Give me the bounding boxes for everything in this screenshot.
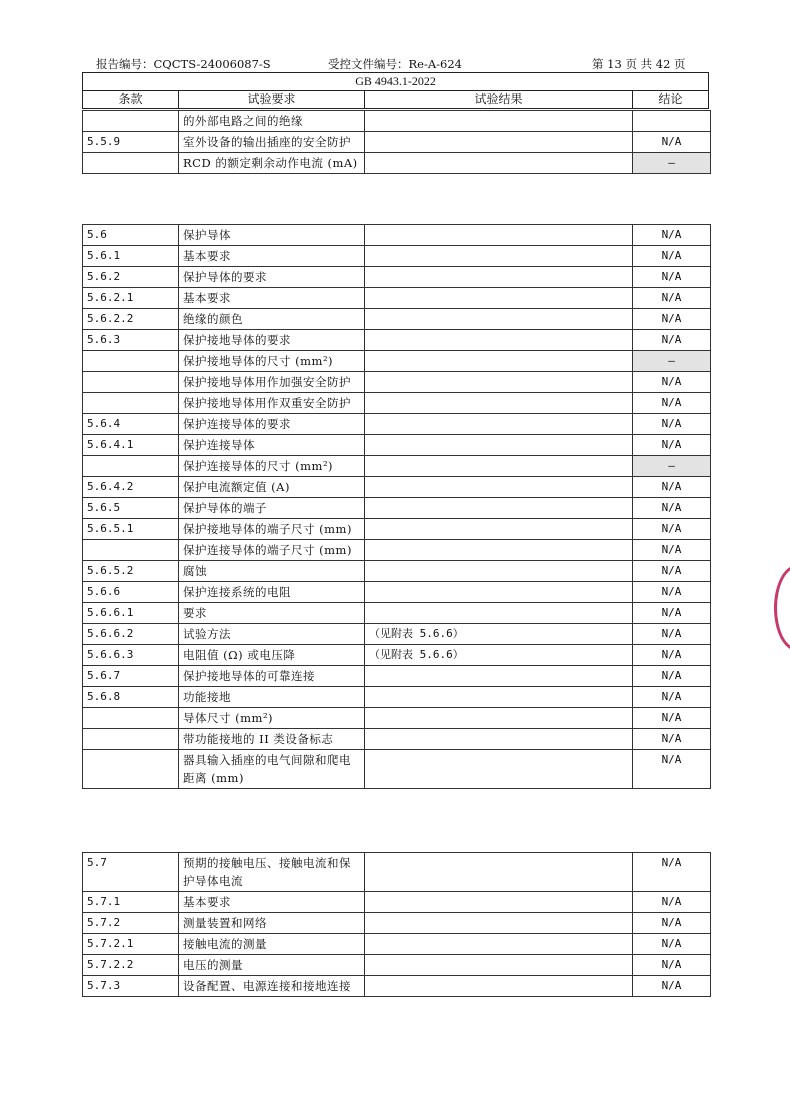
clause-cell: 5.6.8 <box>83 687 179 708</box>
requirement-cell: 保护连接导体 <box>179 435 365 456</box>
result-cell <box>365 750 633 789</box>
result-cell <box>365 687 633 708</box>
verdict-cell: N/A <box>633 666 711 687</box>
requirement-cell: 保护导体 <box>179 225 365 246</box>
requirement-cell: 保护电流额定值 (A) <box>179 477 365 498</box>
verdict-cell: N/A <box>633 435 711 456</box>
verdict-cell: N/A <box>633 132 711 153</box>
result-cell <box>365 477 633 498</box>
verdict-cell: N/A <box>633 582 711 603</box>
standard-title: GB 4943.1-2022 <box>83 73 709 91</box>
result-cell <box>365 913 633 934</box>
result-cell <box>365 393 633 414</box>
clause-cell: 5.7.2.1 <box>83 934 179 955</box>
verdict-cell: N/A <box>633 708 711 729</box>
requirement-cell: 试验方法 <box>179 624 365 645</box>
result-cell <box>365 729 633 750</box>
requirement-cell: 保护导体的端子 <box>179 498 365 519</box>
verdict-cell: N/A <box>633 561 711 582</box>
result-cell <box>365 330 633 351</box>
result-cell <box>365 309 633 330</box>
table-row <box>83 153 711 174</box>
table-row <box>83 603 711 624</box>
verdict-cell: N/A <box>633 687 711 708</box>
requirement-cell: 测量装置和网络 <box>179 913 365 934</box>
verdict-cell: N/A <box>633 414 711 435</box>
table-row <box>83 414 711 435</box>
requirement-cell: 基本要求 <box>179 892 365 913</box>
table-row <box>83 435 711 456</box>
result-cell <box>365 456 633 477</box>
verdict-cell: — <box>633 351 711 372</box>
verdict-cell: N/A <box>633 955 711 976</box>
requirement-cell: 保护接地导体的尺寸 (mm²) <box>179 351 365 372</box>
result-cell <box>365 246 633 267</box>
table-row <box>83 309 711 330</box>
result-cell <box>365 153 633 174</box>
clause-cell: 5.6.5 <box>83 498 179 519</box>
verdict-cell: N/A <box>633 934 711 955</box>
verdict-cell: N/A <box>633 645 711 666</box>
result-cell <box>365 351 633 372</box>
table-row <box>83 132 711 153</box>
table-row <box>83 976 711 997</box>
requirement-cell: 绝缘的颜色 <box>179 309 365 330</box>
col-verdict: 结论 <box>633 91 709 109</box>
clause-cell: 5.6.4.2 <box>83 477 179 498</box>
col-requirement: 试验要求 <box>179 91 365 109</box>
clause-cell: 5.7.2 <box>83 913 179 934</box>
section-table <box>82 110 711 174</box>
clause-cell <box>83 351 179 372</box>
table-row <box>83 330 711 351</box>
clause-cell <box>83 372 179 393</box>
requirement-cell: 设备配置、电源连接和接地连接 <box>179 976 365 997</box>
verdict-cell: — <box>633 456 711 477</box>
requirement-cell: 保护导体的要求 <box>179 267 365 288</box>
requirement-cell: 要求 <box>179 603 365 624</box>
table-row <box>83 913 711 934</box>
result-cell <box>365 561 633 582</box>
clause-cell: 5.6.2.1 <box>83 288 179 309</box>
verdict-cell: N/A <box>633 603 711 624</box>
table-row <box>83 892 711 913</box>
requirement-cell: 保护接地导体用作双重安全防护 <box>179 393 365 414</box>
clause-cell: 5.7 <box>83 853 179 892</box>
clause-cell <box>83 729 179 750</box>
requirement-cell: 器具输入插座的电气间隙和爬电距离 (mm) <box>179 750 365 789</box>
seal-stamp <box>774 565 790 651</box>
table-row <box>83 624 711 645</box>
table-row <box>83 955 711 976</box>
requirement-cell: 预期的接触电压、接触电流和保护导体电流 <box>179 853 365 892</box>
clause-cell <box>83 540 179 561</box>
verdict-cell: N/A <box>633 498 711 519</box>
page-top-line <box>82 56 702 72</box>
clause-cell: 5.6.4.1 <box>83 435 179 456</box>
result-cell <box>365 414 633 435</box>
table-row <box>83 687 711 708</box>
verdict-cell: — <box>633 153 711 174</box>
result-cell <box>365 955 633 976</box>
result-cell <box>365 976 633 997</box>
clause-cell: 5.6.6 <box>83 582 179 603</box>
requirement-cell: 基本要求 <box>179 288 365 309</box>
result-cell <box>365 225 633 246</box>
table-row <box>83 372 711 393</box>
col-clause: 条款 <box>83 91 179 109</box>
verdict-cell: N/A <box>633 976 711 997</box>
requirement-cell: 保护接地导体的可靠连接 <box>179 666 365 687</box>
table-row <box>83 934 711 955</box>
result-cell <box>365 132 633 153</box>
requirement-cell: 室外设备的输出插座的安全防护 <box>179 132 365 153</box>
result-cell: （见附表 5.6.6） <box>365 624 633 645</box>
requirement-cell: 电阻值 (Ω) 或电压降 <box>179 645 365 666</box>
clause-cell: 5.6.1 <box>83 246 179 267</box>
clause-cell: 5.7.1 <box>83 892 179 913</box>
section-table <box>82 224 711 789</box>
verdict-cell: N/A <box>633 540 711 561</box>
verdict-cell: N/A <box>633 729 711 750</box>
requirement-cell: 保护接地导体用作加强安全防护 <box>179 372 365 393</box>
clause-cell: 5.6.6.1 <box>83 603 179 624</box>
result-cell: （见附表 5.6.6） <box>365 645 633 666</box>
result-cell <box>365 372 633 393</box>
requirement-cell: 导体尺寸 (mm²) <box>179 708 365 729</box>
clause-cell <box>83 456 179 477</box>
verdict-cell: N/A <box>633 892 711 913</box>
result-cell <box>365 288 633 309</box>
table-row <box>83 225 711 246</box>
result-cell <box>365 853 633 892</box>
requirement-cell: 保护连接导体的尺寸 (mm²) <box>179 456 365 477</box>
verdict-cell: N/A <box>633 288 711 309</box>
verdict-cell <box>633 111 711 132</box>
result-cell <box>365 267 633 288</box>
table-row <box>83 729 711 750</box>
requirement-cell: 腐蚀 <box>179 561 365 582</box>
requirement-cell: RCD 的额定剩余动作电流 (mA) <box>179 153 365 174</box>
clause-cell <box>83 393 179 414</box>
table-row <box>83 540 711 561</box>
clause-cell: 5.6.3 <box>83 330 179 351</box>
result-cell <box>365 892 633 913</box>
requirement-cell: 基本要求 <box>179 246 365 267</box>
table-row <box>83 708 711 729</box>
table-row <box>83 393 711 414</box>
result-cell <box>365 111 633 132</box>
table-row <box>83 267 711 288</box>
requirement-cell: 保护连接系统的电阻 <box>179 582 365 603</box>
table-row <box>83 519 711 540</box>
requirement-cell: 保护接地导体的要求 <box>179 330 365 351</box>
clause-cell: 5.5.9 <box>83 132 179 153</box>
clause-cell: 5.6.4 <box>83 414 179 435</box>
table-row <box>83 666 711 687</box>
result-cell <box>365 666 633 687</box>
clause-cell <box>83 708 179 729</box>
table-row <box>83 645 711 666</box>
result-cell <box>365 519 633 540</box>
result-cell <box>365 540 633 561</box>
clause-cell: 5.6.5.2 <box>83 561 179 582</box>
clause-cell: 5.6.6.3 <box>83 645 179 666</box>
page-info: 第 13 页 共 42 页 <box>592 57 686 71</box>
clause-cell <box>83 750 179 789</box>
verdict-cell: N/A <box>633 330 711 351</box>
verdict-cell: N/A <box>633 309 711 330</box>
verdict-cell: N/A <box>633 750 711 789</box>
table-row <box>83 750 711 789</box>
clause-cell: 5.6.7 <box>83 666 179 687</box>
table-row <box>83 582 711 603</box>
verdict-cell: N/A <box>633 624 711 645</box>
requirement-cell: 保护连接导体的端子尺寸 (mm) <box>179 540 365 561</box>
report-number: 报告编号：CQCTS-24006087-S <box>96 57 271 71</box>
requirement-cell: 电压的测量 <box>179 955 365 976</box>
clause-cell <box>83 153 179 174</box>
requirement-cell: 保护接地导体的端子尺寸 (mm) <box>179 519 365 540</box>
requirement-cell: 带功能接地的 II 类设备标志 <box>179 729 365 750</box>
requirement-cell: 保护连接导体的要求 <box>179 414 365 435</box>
verdict-cell: N/A <box>633 477 711 498</box>
verdict-cell: N/A <box>633 913 711 934</box>
table-row <box>83 498 711 519</box>
verdict-cell: N/A <box>633 225 711 246</box>
result-cell <box>365 582 633 603</box>
verdict-cell: N/A <box>633 519 711 540</box>
clause-cell <box>83 111 179 132</box>
table-row <box>83 456 711 477</box>
table-row <box>83 288 711 309</box>
clause-cell: 5.6.6.2 <box>83 624 179 645</box>
control-number: 受控文件编号：Re-A-624 <box>328 57 462 71</box>
verdict-cell: N/A <box>633 267 711 288</box>
requirement-cell: 的外部电路之间的绝缘 <box>179 111 365 132</box>
table-row <box>83 246 711 267</box>
clause-cell: 5.7.3 <box>83 976 179 997</box>
result-cell <box>365 934 633 955</box>
result-cell <box>365 435 633 456</box>
result-cell <box>365 708 633 729</box>
table-row <box>83 853 711 892</box>
result-cell <box>365 603 633 624</box>
table-row <box>83 111 711 132</box>
col-result: 试验结果 <box>365 91 633 109</box>
table-row <box>83 351 711 372</box>
clause-cell: 5.6.2 <box>83 267 179 288</box>
verdict-cell: N/A <box>633 372 711 393</box>
verdict-cell: N/A <box>633 853 711 892</box>
clause-cell: 5.6.2.2 <box>83 309 179 330</box>
requirement-cell: 功能接地 <box>179 687 365 708</box>
table-row <box>83 561 711 582</box>
verdict-cell: N/A <box>633 246 711 267</box>
verdict-cell: N/A <box>633 393 711 414</box>
clause-cell: 5.6 <box>83 225 179 246</box>
clause-cell: 5.6.5.1 <box>83 519 179 540</box>
section-table <box>82 852 711 997</box>
table-row <box>83 477 711 498</box>
result-cell <box>365 498 633 519</box>
requirement-cell: 接触电流的测量 <box>179 934 365 955</box>
clause-cell: 5.7.2.2 <box>83 955 179 976</box>
header-table <box>82 72 709 109</box>
